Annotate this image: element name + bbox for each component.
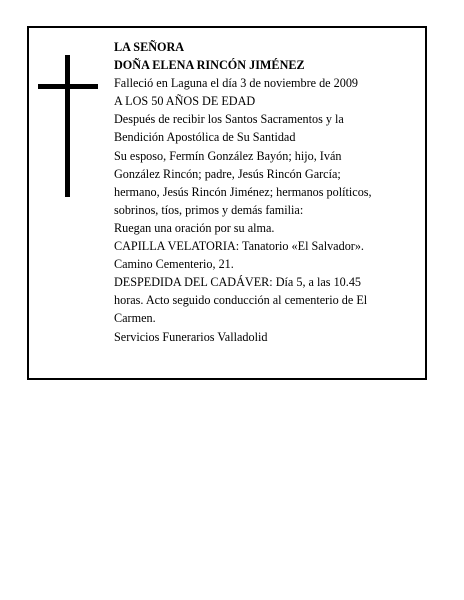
age-line: A LOS 50 AÑOS DE EDAD	[114, 94, 256, 109]
sacraments-line-2: Bendición Apostólica de Su Santidad	[114, 130, 296, 145]
family-line-3: hermano, Jesús Rincón Jiménez; hermanos políticos,	[114, 184, 372, 199]
family-line-1: Su esposo, Fermín González Bayón; hijo, Iván	[114, 148, 342, 163]
family-line-2: González Rincón; padre, Jesús Rincón García;	[114, 166, 341, 181]
farewell-line-3: Carmen.	[114, 311, 156, 326]
chapel-line-2: Camino Cementerio, 21.	[114, 257, 234, 272]
cross-horizontal-bar	[38, 84, 98, 89]
honorific-line: LA SEÑORA	[114, 40, 185, 54]
farewell-line-1: DESPEDIDA DEL CADÁVER: Día 5, a las 10.45	[114, 275, 362, 290]
farewell-line-2: horas. Acto seguido conducción al cementerio de El	[114, 293, 368, 308]
family-line-4: sobrinos, tíos, primos y demás familia:	[114, 202, 304, 217]
cross-icon	[38, 55, 98, 197]
deceased-name: DOÑA ELENA RINCÓN JIMÉNEZ	[114, 58, 305, 73]
chapel-line-1: CAPILLA VELATORIA: Tanatorio «El Salvador».	[114, 239, 364, 254]
obituary-text	[114, 38, 406, 346]
sacraments-line-1: Después de recibir los Santos Sacramentos y la	[114, 112, 344, 127]
funeral-services-line: Servicios Funerarios Valladolid	[114, 329, 268, 344]
prayer-request-line: Ruegan una oración por su alma.	[114, 220, 275, 235]
death-date-line: Falleció en Laguna el día 3 de noviembre de 2009	[114, 76, 359, 91]
cross-vertical-bar	[65, 55, 70, 197]
